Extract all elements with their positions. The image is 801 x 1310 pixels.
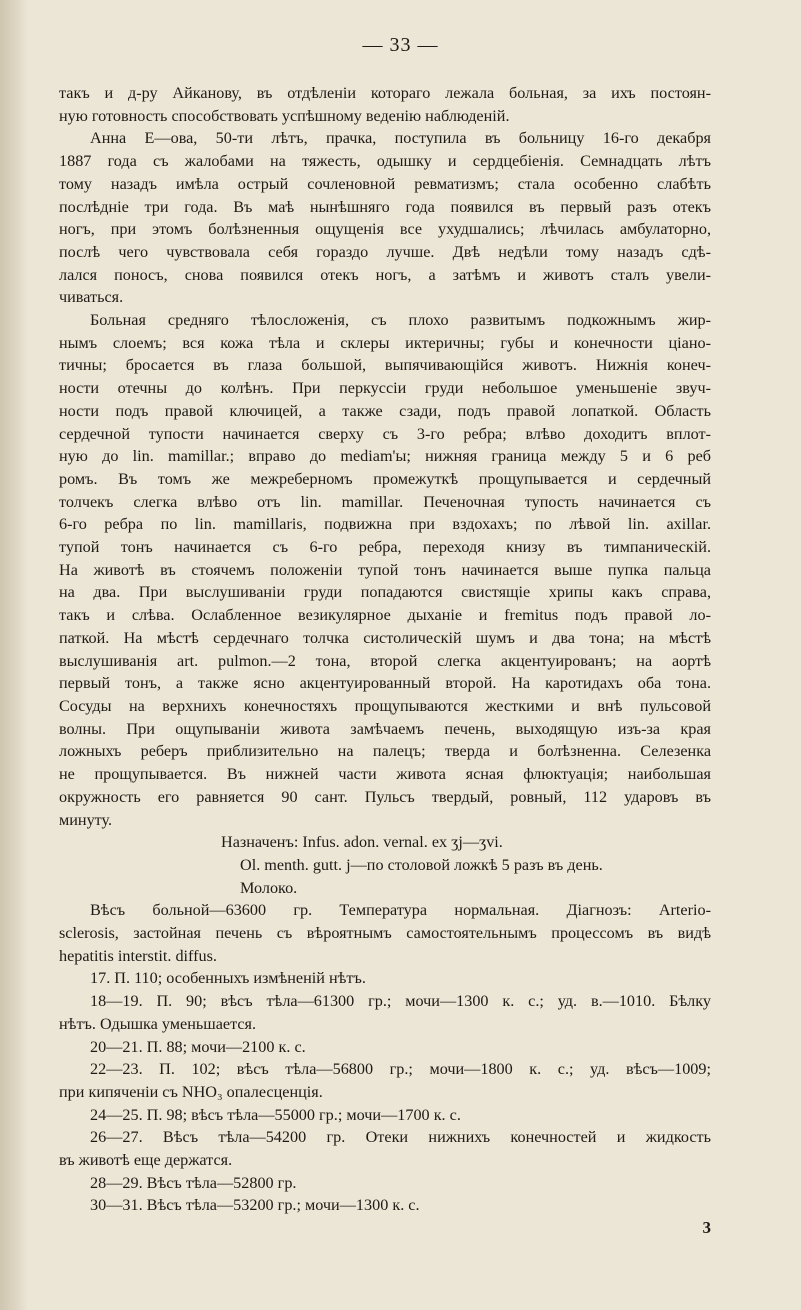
- text-line: такъ и слѣва. Ослабленное везикулярное дыханіе и fremitus подъ правой ло-: [59, 606, 711, 625]
- text-line: на два. При выслушиваніи груди попадаются свистящіе хрипы какъ справа,: [59, 583, 711, 602]
- page-number: — 33 —: [362, 34, 439, 56]
- text-line: паткой. На мѣстѣ сердечнаго толчка систолическій шумъ и два тона; на мѣстѣ: [59, 628, 711, 647]
- text-line: ную до lin. mamillar.; вправо до mediam'ы; нижняя граница между 5 и 6 реб: [59, 447, 711, 466]
- text-line: 28—29. Вѣсъ тѣла—52800 гр.: [90, 1173, 297, 1192]
- text-line: такъ и д-ру Айканову, въ отдѣленіи котораго лежала больная, за ихъ постоян-: [59, 84, 711, 102]
- text-line: минуту.: [59, 810, 113, 829]
- text-line: лался поносъ, снова появился отекъ ногъ, а затѣмъ и животъ сталъ увели-: [59, 265, 711, 284]
- text-line: послѣ чего чувствовала себя гораздо лучше. Двѣ недѣли тому назадъ сдѣ-: [59, 242, 711, 261]
- text-line: первый тонъ, а также ясно акцентуированный второй. На каротидахъ оба тона.: [59, 674, 711, 693]
- text-line: ногъ, при этомъ болѣзненныя ощущенія все ухудшались; лѣчилась амбулаторно,: [59, 220, 711, 239]
- text-line: ную готовность способствовать успѣшному веденію наблюденій.: [59, 106, 510, 125]
- text-line: тичны; бросается въ глаза большой, выпячивающійся животъ. Нижнія конеч-: [59, 356, 711, 375]
- text-line: 22—23. П. 102; вѣсъ тѣла—56800 гр.; мочи—1800 к. с.; уд. вѣсъ—1009;: [90, 1060, 711, 1079]
- text-line: толчекъ слегка влѣво отъ lin. mamillar. Печеночная тупость начинается съ: [59, 492, 711, 511]
- text-line: 24—25. П. 98; вѣсъ тѣла—55000 гр.; мочи—1700 к. с.: [90, 1105, 461, 1124]
- text-line: 18—19. П. 90; вѣсъ тѣла—61300 гр.; мочи—1300 к. с.; уд. в.—1010. Бѣлку: [90, 992, 711, 1011]
- text-line: 6-го ребра по lin. mamillaris, подвижна при вздохахъ; по лѣвой lin. axillar.: [59, 515, 711, 534]
- text-line: Молоко.: [240, 878, 298, 897]
- body-text: [59, 82, 711, 1240]
- text-line: Вѣсъ больной—63600 гр. Температура нормальная. Діагнозъ: Arterio-: [90, 901, 711, 920]
- text-line: въ животѣ еще держатся.: [59, 1151, 233, 1170]
- signature-mark: 3: [702, 1218, 711, 1238]
- text-line: выслушиванія art. pulmon.—2 тона, второй слегка акцентуированъ; на аортѣ: [59, 651, 711, 670]
- page-edge-shadow: [0, 0, 28, 1310]
- text-line: Назначенъ: Infus. adon. vernal. ex ʒj—ʒvi.: [221, 833, 503, 852]
- text-line: Сосуды на верхнихъ конечностяхъ прощупываются жесткими и внѣ пульсовой: [59, 696, 711, 715]
- text-line: ромъ. Въ томъ же межреберномъ промежуткѣ прощупывается и сердечный: [59, 469, 711, 488]
- text-line: Больная средняго тѣлосложенія, съ плохо развитымъ подкожнымъ жир-: [90, 311, 711, 330]
- text-line: чиваться.: [59, 288, 124, 307]
- text-line: не прощупывается. Въ нижней части живота ясная флюктуація; наибольшая: [59, 765, 711, 784]
- text-line: Анна Е—ова, 50-ти лѣтъ, прачка, поступила въ больницу 16-го декабря: [90, 129, 711, 148]
- text-line: волны. При ощупываніи живота замѣчаемъ печень, выходящую изъ-за края: [59, 719, 711, 738]
- text-line: окружность его равняется 90 сант. Пульсъ твердый, ровный, 112 ударовъ въ: [59, 787, 711, 806]
- text-line: 17. П. 110; особенныхъ измѣненій нѣтъ.: [90, 969, 366, 988]
- text-line: нѣтъ. Одышка уменьшается.: [59, 1014, 257, 1033]
- text-line: hepatitis interstit. diffus.: [59, 946, 217, 965]
- text-line: 1887 года съ жалобами на тяжесть, одышку и сердцебіенія. Семнадцать лѣтъ: [59, 152, 711, 171]
- text-line: ности отечны до колѣнъ. При перкуссіи груди небольшое уменьшеніе звуч-: [59, 379, 711, 398]
- text-line: тупой тонъ начинается съ 6-го ребра, переходя книзу въ тимпаническій.: [59, 538, 711, 557]
- text-line: послѣдніе три года. Въ маѣ нынѣшняго года появился въ первый разъ отекъ: [59, 197, 711, 216]
- text-line: Ol. menth. gutt. j—по столовой ложкѣ 5 разъ въ день.: [240, 855, 603, 874]
- text-line: ложныхъ реберъ приблизительно на палецъ; тверда и болѣзненна. Селезенка: [59, 742, 711, 761]
- text-line: sclerosis, застойная печень съ вѣроятнымъ самостоятельнымъ процессомъ въ видѣ: [59, 924, 711, 943]
- text-line: сердечной тупости начинается сверху съ 3-го ребра; влѣво доходитъ вплот-: [59, 424, 711, 443]
- text-line: нымъ слоемъ; вся кожа тѣла и склеры иктеричны; губы и конечности ціано-: [59, 333, 711, 352]
- text-line: На животѣ въ стоячемъ положеніи тупой тонъ начинается выше пупка пальца: [59, 560, 711, 579]
- text-line: при кипяченіи съ NHO₃ опалесценція.: [59, 1082, 323, 1101]
- text-line: ности подъ правой ключицей, а также сзади, подъ правой лопаткой. Область: [59, 401, 711, 420]
- text-line: 20—21. П. 88; мочи—2100 к. с.: [90, 1037, 306, 1056]
- text-line: тому назадъ имѣла острый сочленовной ревматизмъ; стала особенно слабѣть: [59, 174, 711, 193]
- text-line: 26—27. Вѣсъ тѣла—54200 гр. Отеки нижнихъ конечностей и жидкость: [90, 1128, 711, 1147]
- text-line: 30—31. Вѣсъ тѣла—53200 гр.; мочи—1300 к. с.: [90, 1196, 420, 1215]
